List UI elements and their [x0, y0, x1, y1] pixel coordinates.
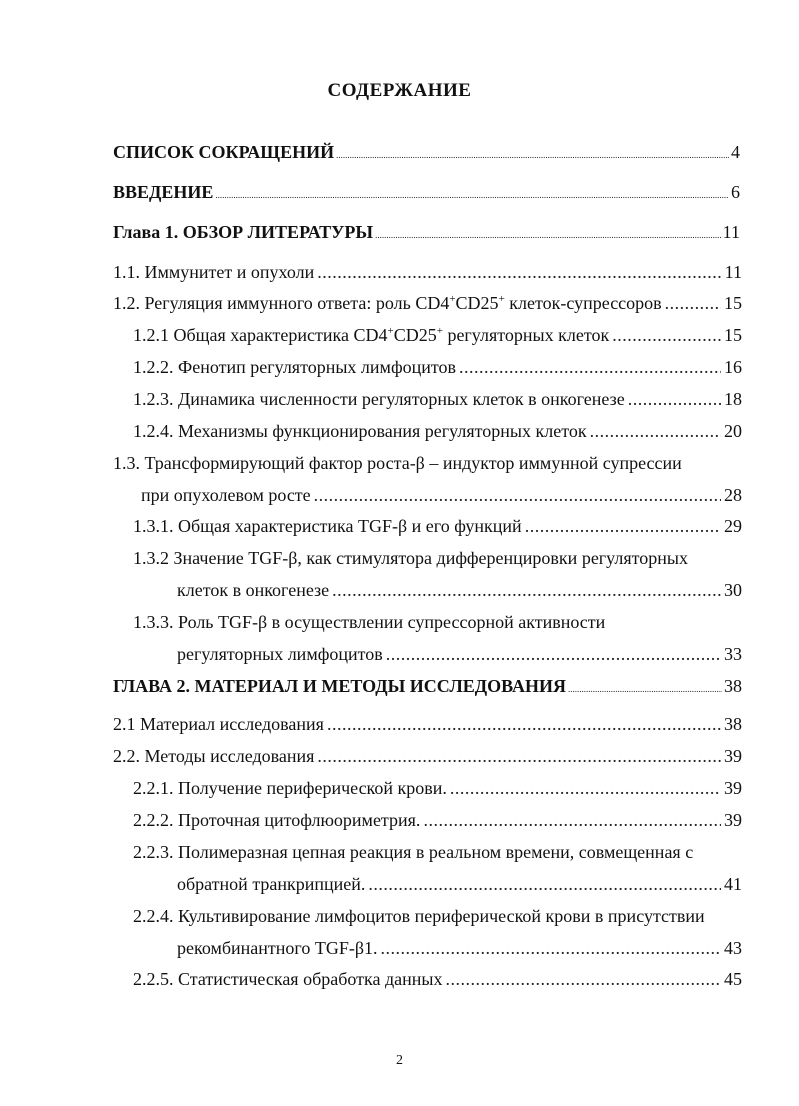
toc-entry-abbreviations[interactable] — [113, 141, 740, 166]
toc-entry-2-2-5[interactable] — [133, 968, 742, 990]
toc-entry-page: 30 — [724, 580, 742, 600]
toc-entry-page: 39 — [724, 746, 742, 766]
toc-entry-label: 1.2.2. Фенотип регуляторных лимфоцитов — [133, 357, 456, 377]
page-number: 2 — [396, 1053, 403, 1068]
toc-entry-label: 2.2.5. Статистическая обработка данных — [133, 969, 443, 989]
toc-entry-page: 33 — [724, 644, 742, 664]
toc-entry-label: 2.2.1. Получение периферической крови. — [133, 778, 447, 798]
toc-leader-dots — [332, 579, 721, 601]
toc-entry-page: 11 — [724, 262, 742, 282]
toc-entry-page: 41 — [724, 874, 742, 894]
toc-entry-introduction[interactable] — [113, 181, 740, 206]
toc-entry-1-2-3[interactable] — [133, 388, 742, 410]
toc-entry-2-2-4-line1[interactable]: 2.2.4. Культивирование лимфоцитов периферической крови в присутствии — [133, 906, 705, 926]
toc-entry-1-2[interactable] — [113, 292, 742, 314]
toc-entry-page: 38 — [724, 676, 742, 696]
toc-entry-label: СПИСОК СОКРАЩЕНИЙ — [113, 142, 335, 162]
toc-leader-dots — [386, 643, 721, 665]
toc-leader-dots — [215, 184, 729, 206]
toc-entry-label: ГЛАВА 2. МАТЕРИАЛ И МЕТОДЫ ИССЛЕДОВАНИЯ — [113, 676, 566, 696]
toc-entry-page: 28 — [724, 485, 742, 505]
toc-entry-label: 1.2.4. Механизмы функционирования регуляторных клеток — [133, 421, 587, 441]
toc-entry-page: 39 — [724, 810, 742, 830]
toc-entry-page: 20 — [724, 421, 742, 441]
toc-entry-label: 1.2.3. Динамика численности регуляторных клеток в онкогенезе — [133, 389, 625, 409]
toc-entry-1-3-2[interactable] — [177, 579, 742, 601]
toc-entry-1-3-3[interactable] — [177, 643, 742, 665]
toc-entry-chapter-2[interactable] — [113, 675, 742, 700]
toc-leader-dots — [568, 678, 722, 700]
toc-entry-2-2-3-line1[interactable]: 2.2.3. Полимеразная цепная реакция в реальном времени, совмещенная с — [133, 842, 694, 862]
toc-entry-page: 45 — [724, 969, 742, 989]
toc-entry-page: 11 — [722, 222, 740, 242]
toc-entry-page: 29 — [724, 516, 742, 536]
toc-entry-page: 6 — [731, 182, 740, 202]
toc-entry-chapter-1[interactable] — [113, 221, 740, 246]
toc-entry-2-2[interactable] — [113, 745, 742, 767]
toc-entry-page: 39 — [724, 778, 742, 798]
toc-entry-1-3-3-line1[interactable]: 1.3.3. Роль TGF-β в осуществлении супрессорной активности — [133, 612, 606, 632]
toc-entry-page: 15 — [724, 325, 742, 345]
toc-entry-label: обратной транкрипцией. — [177, 874, 366, 894]
toc-entry-label: рекомбинантного TGF-β1. — [177, 938, 378, 958]
toc-leader-dots — [317, 261, 721, 283]
toc-entry-label: Глава 1. ОБЗОР ЛИТЕРАТУРЫ — [113, 222, 374, 242]
toc-leader-dots — [612, 324, 721, 346]
toc-leader-dots — [665, 292, 721, 314]
toc-entry-label: 1.2.1 Общая характеристика CD4+CD25+ регуляторных клеток — [133, 325, 610, 345]
toc-entry-label: 2.2. Методы исследования — [113, 746, 315, 766]
toc-entry-1-2-2[interactable] — [133, 356, 742, 378]
toc-entry-label: 1.2. Регуляция иммунного ответа: роль CD4+CD25+ клеток-супрессоров — [113, 293, 662, 313]
toc-entry-page: 16 — [724, 357, 742, 377]
toc-entry-2-2-1[interactable] — [133, 777, 742, 799]
toc-entry-1-3[interactable] — [141, 484, 742, 506]
toc-entry-page: 43 — [724, 938, 742, 958]
toc-leader-dots — [336, 144, 729, 166]
toc-leader-dots — [590, 420, 721, 442]
toc-entry-label: клеток в онкогенезе — [177, 580, 330, 600]
toc-entry-label: 2.2.2. Проточная цитофлюориметрия. — [133, 810, 421, 830]
toc-entry-label: регуляторных лимфоцитов — [177, 644, 383, 664]
toc-leader-dots — [423, 809, 721, 831]
toc-leader-dots — [327, 713, 721, 735]
toc-leader-dots — [375, 224, 721, 246]
toc-entry-1-3-line1[interactable]: 1.3. Трансформирующий фактор роста-β – индуктор иммунной супрессии — [113, 453, 682, 473]
toc-entry-1-1[interactable] — [113, 261, 742, 283]
toc-entry-2-1[interactable] — [113, 713, 742, 735]
toc-entry-page: 18 — [724, 389, 742, 409]
toc-entry-label: ВВЕДЕНИЕ — [113, 182, 214, 202]
toc-leader-dots — [381, 937, 721, 959]
toc-leader-dots — [317, 745, 721, 767]
toc-leader-dots — [525, 515, 721, 537]
toc-leader-dots — [450, 777, 721, 799]
toc-leader-dots — [314, 484, 721, 506]
toc-entry-1-3-1[interactable] — [133, 515, 742, 537]
toc-entry-label: 1.3.1. Общая характеристика TGF-β и его функций — [133, 516, 522, 536]
toc-entry-1-2-1[interactable] — [133, 324, 742, 346]
toc-entry-page: 15 — [724, 293, 742, 313]
toc-entry-2-2-3[interactable] — [177, 873, 742, 895]
toc-leader-dots — [446, 968, 722, 990]
toc-entry-2-2-2[interactable] — [133, 809, 742, 831]
toc-entry-page: 38 — [724, 714, 742, 734]
toc-entry-1-2-4[interactable] — [133, 420, 742, 442]
toc-entry-label: 2.1 Материал исследования — [113, 714, 324, 734]
toc-entry-2-2-4[interactable] — [177, 937, 742, 959]
toc-entry-label: 1.1. Иммунитет и опухоли — [113, 262, 315, 282]
toc-leader-dots — [628, 388, 721, 410]
toc-title: СОДЕРЖАНИЕ — [327, 80, 472, 101]
toc-leader-dots — [368, 873, 721, 895]
toc-entry-label: при опухолевом росте — [141, 485, 311, 505]
toc-entry-1-3-2-line1[interactable]: 1.3.2 Значение TGF-β, как стимулятора дифференцировки регуляторных — [133, 548, 689, 568]
toc-entry-page: 4 — [731, 142, 740, 162]
toc-leader-dots — [459, 356, 721, 378]
